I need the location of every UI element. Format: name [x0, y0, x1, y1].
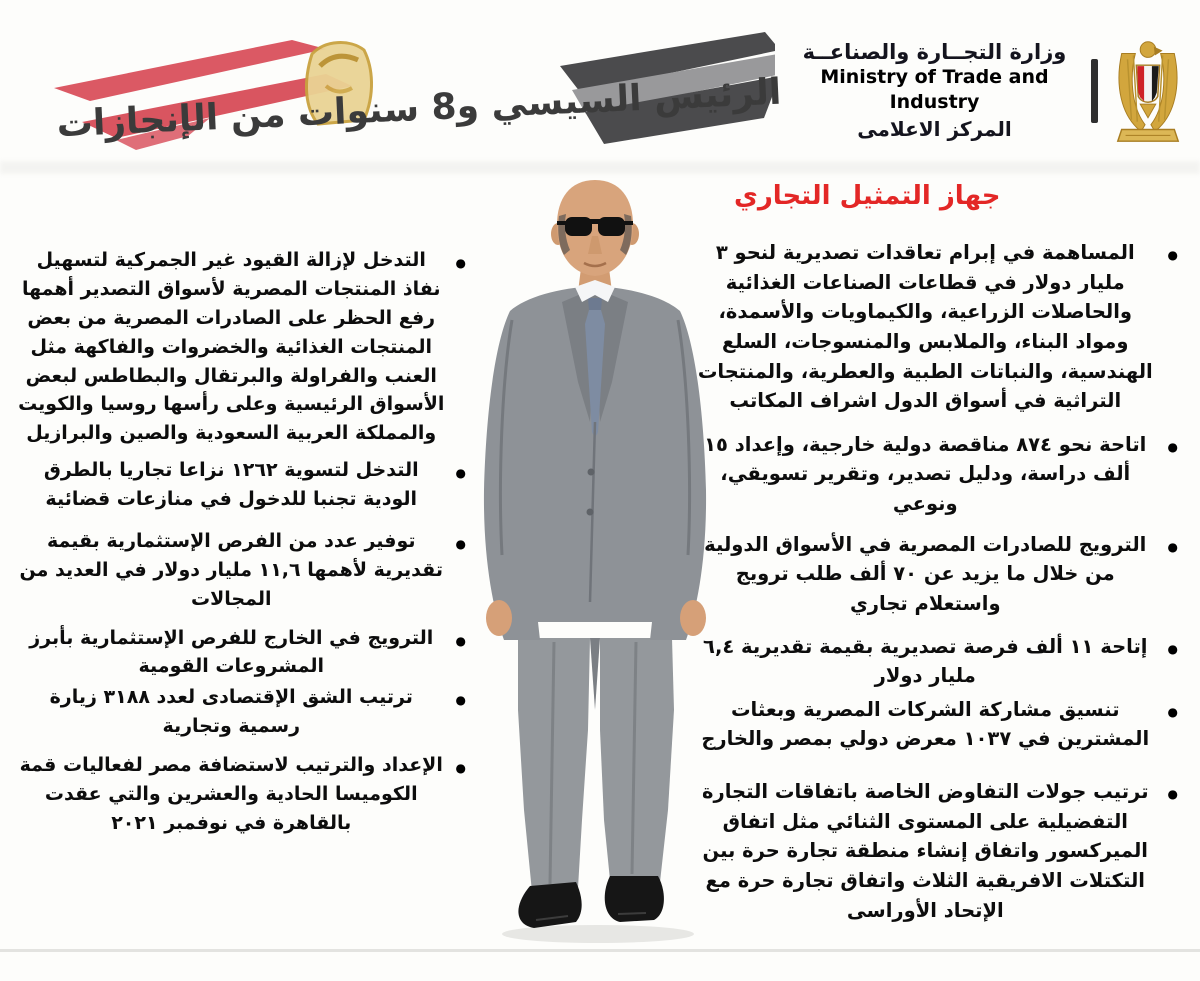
- ministry-text-block: [788, 39, 1081, 143]
- achievement-text: الترويج للصادرات المصرية في الأسواق الدولية من خلال ما يزيد عن ٧٠ ألف طلب ترويج واستعلام تجاري: [704, 532, 1147, 615]
- bullet-dot-icon: ●: [1167, 248, 1178, 262]
- media-center-label: المركز الاعلامى: [857, 116, 1012, 141]
- egypt-eagle-emblem-icon: [1108, 34, 1188, 149]
- achievement-item: [16, 751, 466, 838]
- poster-title: الرئيس السيسي و8 سنوات من الإنجازات: [55, 71, 783, 146]
- achievement-item: [16, 456, 466, 514]
- achievement-item: [692, 777, 1178, 925]
- achievement-item: [16, 246, 466, 448]
- achievement-item: [692, 530, 1178, 619]
- bullet-dot-icon: ●: [455, 466, 466, 481]
- achievement-item: [692, 238, 1178, 416]
- bullet-dot-icon: ●: [1167, 539, 1178, 554]
- achievement-text: تنسيق مشاركة الشركات المصرية وبعثات المشترين في ١٠٣٧ معرض دولي بمصر والخارج: [701, 697, 1150, 751]
- bullet-dot-icon: ●: [455, 761, 466, 775]
- achievement-item: [16, 683, 466, 741]
- achievement-text: التدخل لإزالة القيود غير الجمركية لتسهيل نفاذ المنتجات المصرية لأسواق التصدير أهمها رفع الحظر على الصادرات المصرية من بعض المنتجات الغذائية والخضروات والفاكهة مثل العنب والفراولة والبرتقال والبطاطس لبعض الأسواق الرئيسية وعلى رأسها روسيا والكويت والمملكة العربية السعودية والصين والبرازيل: [18, 249, 445, 445]
- achievement-text: الإعداد والترتيب لاستضافة مصر لفعاليات قمة الكوميسا الحادية والعشرين والتي عقدت بالقاهرة في نوفمبر ٢٠٢١: [19, 754, 443, 834]
- achievement-text: اتاحة نحو ٨٧٤ مناقصة دولية خارجية، وإعداد ١٥ ألف دراسة، ودليل تصدير، وتقرير تسويقي، ونوعي: [704, 432, 1147, 515]
- separator-bar: [1091, 59, 1098, 123]
- achievement-text: ترتيب الشق الإقتصادى لعدد ٣١٨٨ زيارة رسمية وتجارية: [49, 686, 413, 738]
- achievement-item: [692, 695, 1178, 754]
- bullet-dot-icon: ●: [1167, 787, 1178, 801]
- achievement-text: التدخل لتسوية ١٢٦٢ نزاعا تجاريا بالطرق الودية تجنبا للدخول في منازعات قضائية: [43, 459, 419, 510]
- bullet-dot-icon: ●: [455, 536, 466, 551]
- achievement-text: الترويج في الخارج للفرص الإستثمارية بأبرز المشروعات القومية: [29, 626, 434, 678]
- achievement-item: [16, 527, 466, 614]
- achievement-text: توفير عدد من الفرص الإستثمارية بقيمة تقديرية لأهمها ١١,٦ مليار دولار في العديد من المجالات: [19, 529, 443, 610]
- achievement-item: [16, 624, 466, 682]
- bullet-dot-icon: ●: [1167, 439, 1178, 454]
- achievements-column-left: [16, 246, 466, 838]
- ministry-name-english: Ministry of Trade and Industry: [820, 66, 1049, 114]
- achievement-item: [692, 430, 1178, 519]
- section-heading: جهاز التمثيل التجاري: [734, 181, 1001, 211]
- ministry-name-arabic: وزارة التجــارة والصناعــة: [802, 40, 1067, 65]
- achievements-column-right: [692, 238, 1178, 925]
- bullet-dot-icon: ●: [1167, 704, 1178, 719]
- achievement-item: [692, 632, 1178, 691]
- bullet-dot-icon: ●: [455, 256, 466, 270]
- bullet-dot-icon: ●: [455, 633, 466, 648]
- ministry-header: [788, 30, 1188, 152]
- achievement-text: إتاحة ١١ ألف فرصة تصديرية بقيمة تقديرية ٦,٤ مليار دولار: [703, 634, 1148, 688]
- achievement-text: المساهمة في إبرام تعاقدات تصديرية لنحو ٣ مليار دولار في قطاعات الصناعات الغذائية والحاصلات الزراعية، والكيماويات والأسمدة، ومواد البناء، والملابس والمنسوجات، السلع الهندسية، والنباتات الطبية والعطرية، والمنتجات التراثية في أسواق الدول اشراف المكاتب: [697, 241, 1153, 413]
- achievement-text: ترتيب جولات التفاوض الخاصة باتفاقات التجارة التفضيلية على المستوى الثنائي مثل اتفاق الميركسور واتفاق إنشاء منطقة تجارة حرة بين التكتلات الافريقية الثلاث واتفاق تجارة حرة مع الإتحاد الأوراسى: [701, 780, 1149, 922]
- header-banner: [20, 24, 783, 156]
- bullet-dot-icon: ●: [455, 693, 466, 708]
- bullet-dot-icon: ●: [1167, 641, 1178, 656]
